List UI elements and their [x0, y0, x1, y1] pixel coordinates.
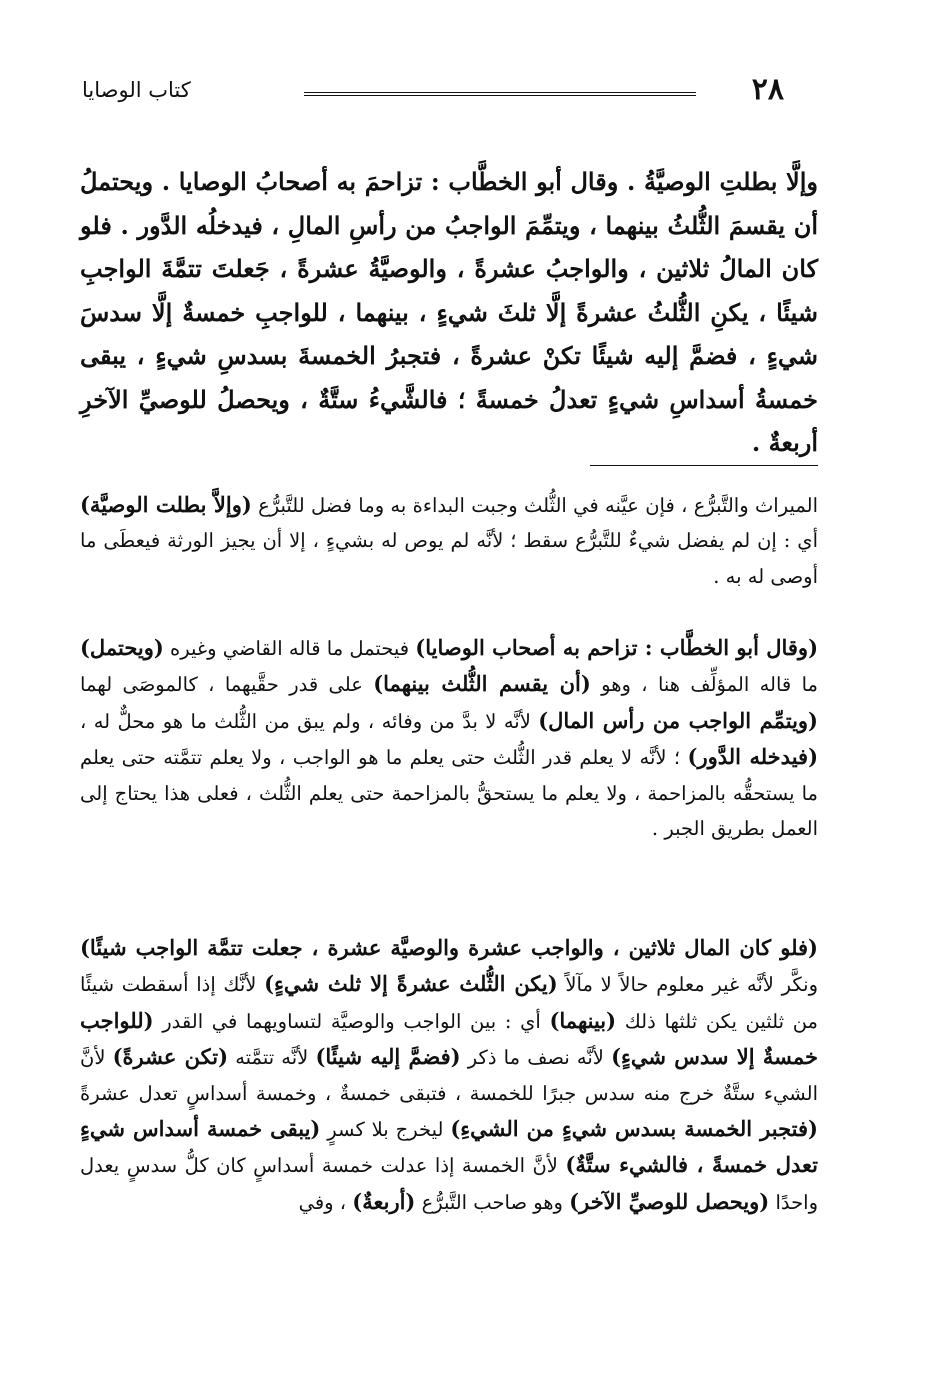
matn-quote: (يكن الثُّلث عشرةً إلا ثلث شيءٍ)	[264, 971, 558, 997]
matn-quote: (تكن عشرةً)	[112, 1044, 229, 1070]
commentary-text: لأنَّه تتمَّته	[228, 1046, 316, 1070]
commentary-text: وهو صاحب التَّبرُّع	[415, 1190, 570, 1214]
page-header	[82, 68, 784, 112]
commentary-text: ؛ لأنَّه لا يعلم قدر الثُّلث حتى يعلم ما هو الواجب ، ولا يعلم تتمَّته حتى يعلم ما يستحقُّه بالمزاحمة ، ولا يعلم ما يستحقُّ بالمزاحمة حتى يعلم الثُّلث ، فعلى هذا يحتاج إلى العمل بطريق الجبر .	[80, 746, 818, 841]
commentary-text: ما قاله المؤلِّف هنا ، وهو	[590, 673, 818, 697]
matn-quote: (أربعةٌ)	[352, 1188, 416, 1214]
commentary-text: لأنَّ الشيء ستَّةٌ خرج منه سدس جبرًا للخمسة ، فتبقى خمسةٌ ، وخمسة أسداسٍ تعدل عشرةً	[80, 1046, 818, 1105]
commentary-text: ونكَّر لأنَّه غير معلوم حالاً لا مآلاً	[557, 973, 818, 997]
commentary-text: ليخرج بلا كسرٍ	[320, 1118, 451, 1142]
book-title: كتاب الوصايا	[82, 78, 191, 102]
commentary-paragraph-2	[80, 630, 818, 846]
commentary-text: أي : إن لم يفضل شيءٌ للتَّبرُّع سقط ؛ لأنَّه لم يوص له بشيءٍ ، إلا أن يجيز الورثة فيعطَى ما أوصى له به .	[80, 529, 818, 588]
commentary-text: لأنَّه نصف ما ذكر	[460, 1046, 612, 1070]
commentary-text: أي : بين الواجب والوصيَّة لتساويهما في القدر	[153, 1009, 550, 1033]
page-number: ٢٨	[751, 72, 784, 107]
commentary-text: على قدر حقَّيهما ، كالموصَى لهما	[80, 673, 374, 697]
commentary-text: فيحتمل ما قاله القاضي وغيره	[163, 637, 416, 660]
matn-quote: (بينهما)	[549, 1007, 617, 1033]
commentary-text: لأنَّك إذا أسقطت شيئًا من ثلثين يكن ثلثها ذلك	[80, 973, 819, 1033]
commentary-text: ، وفي	[298, 1190, 353, 1214]
matn-quote: (ويحصل للوصيِّ الآخر)	[569, 1188, 770, 1214]
matn-quote: (فلو كان المال ثلاثين ، والواجب عشرة والوصيَّة عشرة ، جعلت تتمَّة الواجب شيئًا)	[80, 935, 818, 960]
commentary-text: لأنَّ الخمسة إذا عدلت خمسة أسداسٍ كان كلُّ سدسٍ يعدل واحدًا	[80, 1154, 818, 1214]
footnote-separator	[590, 465, 818, 466]
matn-quote: (ويتمِّم الواجب من رأس المال)	[538, 707, 818, 733]
commentary-text: الميراث والتَّبرُّع ، فإن عيَّنه في الثُّلث وجبت البداءة به وما فضل للتَّبرُّع	[251, 494, 818, 517]
matn-quote: (للواجب خمسةٌ إلا سدس شيءٍ)	[80, 1007, 819, 1070]
matn-quote: (وإلاَّ بطلت الوصيَّة)	[80, 492, 252, 517]
commentary-text: لأنَّه لا بدَّ من وفائه ، ولم يبق من الثُّلث ما هو محلٌّ له ،	[80, 709, 539, 733]
matn-quote: (ويحتمل)	[80, 635, 164, 660]
matn-text: وإلَّا بطلتِ الوصيَّةُ . وقال أبو الخطَّاب : تزاحمَ به أصحابُ الوصايا . ويحتملُ أن يقسمَ الثُّلثُ بينهما ، ويتمِّمَ الواجبُ من رأسِ المالِ ، فيدخلُه الدَّور . فلو كان المالُ ثلاثين ، والواجبُ عشرةً ، والوصيَّةُ عشرةً ، جَعلتَ تتمَّةَ الواجبِ شيئًا ، يكنِ الثُّلثُ عشرةً إلَّا ثلثَ شيءٍ ، بينهما ، للواجبِ خمسةٌ إلَّا سدسَ شيءٍ ، فضمَّ إليه شيئًا تكنْ عشرةً ، فتجبرُ الخمسةَ بسدسِ شيءٍ ، يبقى خمسةُ أسداسِ شيءٍ تعدلُ خمسةً ؛ فالشَّيءُ ستَّةٌ ، ويحصلُ للوصيِّ الآخرِ أربعةٌ .	[80, 167, 818, 457]
matn-quote: (فيدخله الدَّور)	[687, 744, 819, 770]
matn-quote: (فضمَّ إليه شيئًا)	[315, 1044, 461, 1070]
matn-quote: (أن يقسم الثُّلث بينهما)	[373, 671, 591, 697]
header-rule	[304, 92, 696, 96]
matn-quote: (وقال أبو الخطَّاب : تزاحم به أصحاب الوصايا)	[415, 635, 819, 660]
commentary-paragraph-1	[80, 487, 818, 594]
matn-quote: (فتجبر الخمسة بسدس شيءٍ من الشيءِ)	[450, 1116, 818, 1142]
matn-quote: (يبقى خمسة أسداس شيءٍ تعدل خمسةً ، فالشيء ستَّةٌ)	[80, 1116, 818, 1178]
commentary-paragraph-3	[80, 930, 818, 1220]
